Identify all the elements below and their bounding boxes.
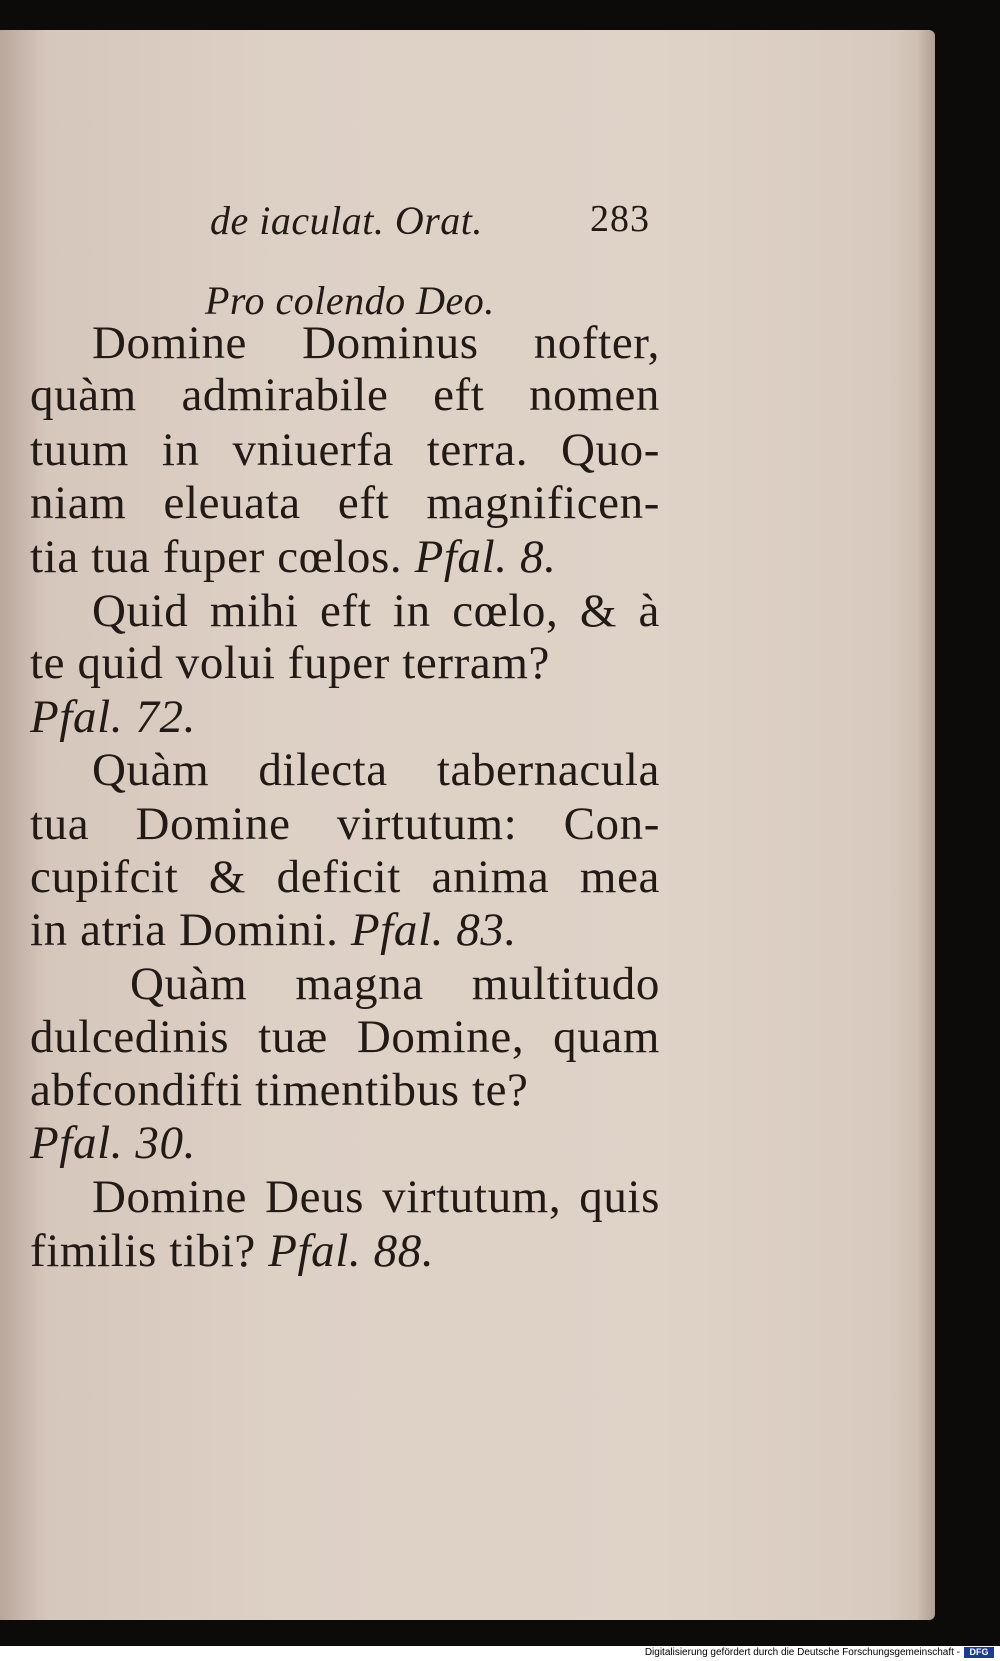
text-line: dulcedinis tuæ Domine, quam xyxy=(30,1011,660,1063)
funding-credit: Digitalisierung gefördert durch die Deutsche Forschungsgemeinschaft - xyxy=(644,1647,960,1658)
digitization-footer xyxy=(0,1646,1000,1661)
text-line: Quàm dilecta tabernacula xyxy=(92,744,660,796)
text-line: tua Domine virtutum: Con- xyxy=(30,798,660,850)
psalm-citation: Pfal. 72. xyxy=(30,691,196,743)
text-line: te quid volui fuper terram? xyxy=(30,637,550,689)
page-edge-shadow xyxy=(917,30,935,1620)
section-heading: Pro colendo Deo. xyxy=(205,278,495,323)
running-title: de iaculat. Orat. xyxy=(210,198,483,243)
page-number: 283 xyxy=(590,198,650,240)
text-line xyxy=(30,903,660,957)
running-head xyxy=(210,197,650,247)
psalm-citation: Pfal. 83. xyxy=(350,904,517,956)
verse-text: fimilis tibi? xyxy=(30,1225,256,1277)
text-line: abfcondifti timentibus te? xyxy=(30,1064,529,1116)
verse-text: tia tua fuper cœlos. xyxy=(30,531,403,583)
text-line: cupifcit & deficit anima mea xyxy=(30,851,660,903)
dfg-logo: DFG xyxy=(964,1647,994,1658)
text-line: Quid mihi eft in cœlo, & à xyxy=(92,585,660,637)
psalm-citation: Pfal. 8. xyxy=(414,531,557,583)
verse-text: in atria Domini. xyxy=(30,904,339,956)
text-line xyxy=(30,530,660,584)
psalm-citation: Pfal. 30. xyxy=(30,1117,196,1169)
text-line: Domine Deus virtutum, quis xyxy=(92,1171,660,1223)
text-line: tuum in vniuerfa terra. Quo- xyxy=(30,424,660,476)
text-line xyxy=(30,1224,660,1278)
text-line: Quàm magna multitudo xyxy=(130,958,660,1010)
text-line: Domine Dominus nofter, xyxy=(92,317,660,369)
text-line: niam eleuata eft magnificen- xyxy=(30,477,660,529)
psalm-citation: Pfal. 88. xyxy=(268,1225,435,1277)
text-line: quàm admirabile eft nomen xyxy=(30,369,660,421)
